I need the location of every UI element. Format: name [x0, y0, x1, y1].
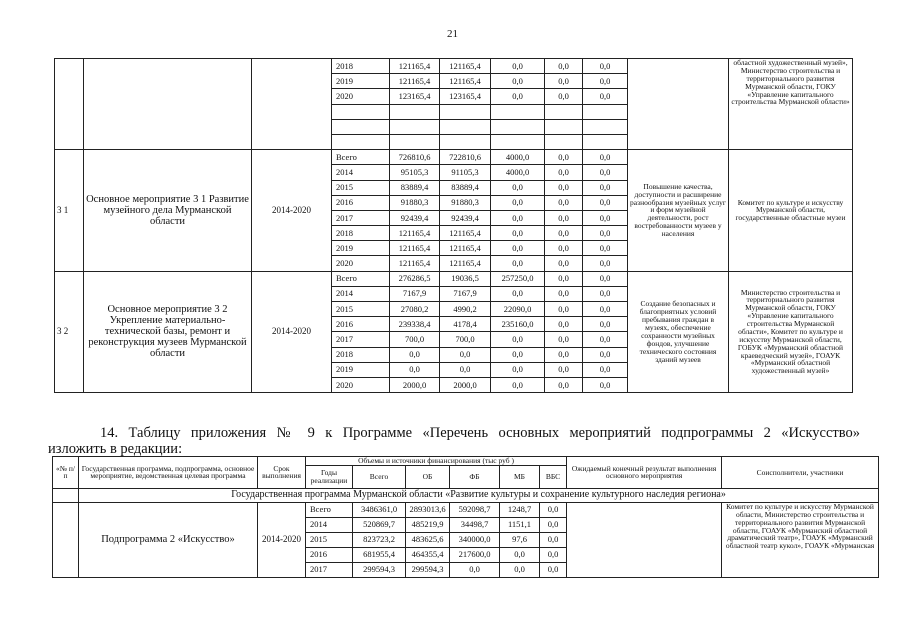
- cell-year: 2018: [332, 347, 390, 362]
- cell-year: 2020: [332, 256, 390, 271]
- empty-cell: [440, 104, 491, 119]
- header-program: Государственная программа, подпрограмма, основное мероприятие, ведомственная целевая программа: [79, 457, 258, 489]
- measures-table: [54, 58, 853, 393]
- cell-fb: 0,0: [491, 89, 545, 104]
- table-row: [55, 59, 853, 74]
- cell-year: 2019: [332, 362, 390, 377]
- cell-total: 239338,4: [390, 317, 440, 332]
- cell-year: Всего: [332, 150, 390, 165]
- cell-mb: 0,0: [545, 195, 583, 210]
- measure-name: [84, 59, 252, 150]
- cell-ob: 92439,4: [440, 210, 491, 225]
- header-mb: МБ: [500, 465, 540, 488]
- cell-mb: 1248,7: [500, 502, 540, 517]
- header-ob: ОБ: [406, 465, 450, 488]
- measure-name: Основное мероприятие 3 2 Укрепление материально-технической базы, ремонт и реконструкция музеев Мурманской области: [84, 271, 252, 393]
- empty-cell: [440, 134, 491, 149]
- cell-fb: 0,0: [491, 377, 545, 392]
- cell-vbs: 0,0: [583, 150, 628, 165]
- cell-year: Всего: [306, 502, 353, 517]
- cell-mb: 0,0: [545, 256, 583, 271]
- cell-vbs: 0,0: [583, 241, 628, 256]
- executors: областной художественный музей», Министерство строительства и территориального развития Мурманской области, ГОКУ «Управление капитального строительства Мурманской области»: [729, 59, 853, 150]
- cell-fb: 4000,0: [491, 165, 545, 180]
- cell-fb: 0,0: [491, 74, 545, 89]
- gp-row: [53, 488, 879, 502]
- cell-fb: 0,0: [491, 226, 545, 241]
- cell-vbs: 0,0: [583, 377, 628, 392]
- cell-ob: 121165,4: [440, 59, 491, 74]
- amendment-line-1: 14. Таблицу приложения № 9 к Программе «Перечень основных мероприятий подпрограммы 2 «Искусство»: [100, 425, 860, 441]
- cell-fb: 0,0: [491, 241, 545, 256]
- measure-period: [252, 59, 332, 150]
- cell-total: 7167,9: [390, 286, 440, 301]
- cell-fb: 0,0: [491, 362, 545, 377]
- empty-cell: [440, 119, 491, 134]
- cell-vbs: 0,0: [583, 362, 628, 377]
- subprogram-table: [52, 456, 879, 578]
- cell-total: 95105,3: [390, 165, 440, 180]
- row-number: 3 2: [55, 271, 84, 393]
- cell-year: 2016: [306, 547, 353, 562]
- expected-result: Создание безопасных и благоприятных условий пребывания граждан в музеях, обеспечение сохранности музейных фондов, улучшение технического состояния зданий музеев: [628, 271, 729, 393]
- cell-year: 2015: [332, 302, 390, 317]
- cell-fb: 217600,0: [450, 547, 500, 562]
- cell-ob: 299594,3: [406, 562, 450, 577]
- cell-vbs: 0,0: [583, 226, 628, 241]
- cell-total: 121165,4: [390, 74, 440, 89]
- header-funding: Объемы и источники финансирования (тыс руб ): [306, 457, 567, 466]
- cell-mb: 0,0: [545, 59, 583, 74]
- cell-mb: 0,0: [545, 241, 583, 256]
- cell-total: 121165,4: [390, 226, 440, 241]
- cell-year: 2015: [332, 180, 390, 195]
- cell-mb: 0,0: [545, 180, 583, 195]
- cell-year: 2018: [332, 59, 390, 74]
- cell-ob: 91105,3: [440, 165, 491, 180]
- cell-fb: 340000,0: [450, 532, 500, 547]
- cell-total: 91880,3: [390, 195, 440, 210]
- header-years: Годы реализации: [306, 465, 353, 488]
- cell-total: 121165,4: [390, 59, 440, 74]
- cell-total: 0,0: [390, 362, 440, 377]
- cell-vbs: 0,0: [583, 286, 628, 301]
- cell-fb: 0,0: [491, 347, 545, 362]
- cell-year: 2017: [332, 210, 390, 225]
- executors: Министерство строительства и территориального развития Мурманской области, ГОКУ «Управление капитального строительства Мурманской области», Комитет по культуре и искусству Мурманской области, ГОБУК «Мурманский областной краеведческий музей», ГОАУК «Мурманский областной художественный музей»: [729, 271, 853, 393]
- cell-year: 2019: [332, 74, 390, 89]
- cell-total: 681955,4: [353, 547, 406, 562]
- expected-result: Повышение качества, доступности и расширение разнообразия музейных услуг и форм музейной деятельности, рост востребованности музеев у населения: [628, 150, 729, 272]
- empty-cell: [332, 134, 390, 149]
- cell-mb: 0,0: [545, 347, 583, 362]
- cell-mb: 97,6: [500, 532, 540, 547]
- cell-fb: 22090,0: [491, 302, 545, 317]
- cell-ob: 4990,2: [440, 302, 491, 317]
- cell-ob: 121165,4: [440, 226, 491, 241]
- cell-vbs: 0,0: [583, 347, 628, 362]
- cell-vbs: 0,0: [583, 59, 628, 74]
- cell-fb: 0,0: [491, 286, 545, 301]
- cell-vbs: 0,0: [540, 532, 567, 547]
- cell-vbs: 0,0: [583, 195, 628, 210]
- cell-vbs: 0,0: [583, 89, 628, 104]
- cell-fb: 0,0: [450, 562, 500, 577]
- cell-ob: 121165,4: [440, 74, 491, 89]
- cell-vbs: 0,0: [540, 517, 567, 532]
- cell-mb: 0,0: [545, 210, 583, 225]
- header-period: Срок выполнения: [258, 457, 306, 489]
- page-number: 21: [447, 28, 458, 40]
- cell-vbs: 0,0: [583, 332, 628, 347]
- cell-ob: 464355,4: [406, 547, 450, 562]
- table-row: [55, 150, 853, 165]
- expected-result: [628, 59, 729, 150]
- empty-cell: [332, 119, 390, 134]
- header-row: [53, 457, 879, 466]
- cell-total: 726810,6: [390, 150, 440, 165]
- cell-fb: 0,0: [491, 59, 545, 74]
- cell-ob: 2000,0: [440, 377, 491, 392]
- gp-num-cell: [53, 488, 79, 502]
- cell-ob: 700,0: [440, 332, 491, 347]
- empty-cell: [583, 134, 628, 149]
- empty-cell: [583, 104, 628, 119]
- measure-name: Основное мероприятие 3 1 Развитие музейного дела Мурманской области: [84, 150, 252, 272]
- cell-mb: 0,0: [500, 562, 540, 577]
- cell-mb: 0,0: [500, 547, 540, 562]
- empty-cell: [332, 104, 390, 119]
- cell-fb: 235160,0: [491, 317, 545, 332]
- cell-year: 2014: [332, 286, 390, 301]
- table-row: [55, 271, 853, 286]
- cell-mb: 0,0: [545, 286, 583, 301]
- header-result: Ожидаемый конечный результат выполнения основного мероприятия: [567, 457, 722, 489]
- cell-ob: 0,0: [440, 347, 491, 362]
- cell-year: 2020: [332, 377, 390, 392]
- empty-cell: [583, 119, 628, 134]
- cell-mb: 0,0: [545, 302, 583, 317]
- subprogram-period: 2014-2020: [258, 502, 306, 577]
- cell-year: Всего: [332, 271, 390, 286]
- empty-cell: [545, 119, 583, 134]
- cell-year: 2015: [306, 532, 353, 547]
- gp-title: Государственная программа Мурманской области «Развитие культуры и сохранение культурного наследия региона»: [79, 488, 879, 502]
- cell-ob: 91880,3: [440, 195, 491, 210]
- cell-ob: 2893013,6: [406, 502, 450, 517]
- cell-total: 2000,0: [390, 377, 440, 392]
- cell-total: 276286,5: [390, 271, 440, 286]
- cell-ob: 123165,4: [440, 89, 491, 104]
- header-num: «№ п/п: [53, 457, 79, 489]
- cell-total: 823723,2: [353, 532, 406, 547]
- cell-ob: 0,0: [440, 362, 491, 377]
- cell-ob: 7167,9: [440, 286, 491, 301]
- cell-year: 2020: [332, 89, 390, 104]
- cell-year: 2016: [332, 317, 390, 332]
- executors: Комитет по культуре и искусству Мурманской области, государственные областные музеи: [729, 150, 853, 272]
- amendment-text: [48, 426, 860, 458]
- cell-vbs: 0,0: [583, 317, 628, 332]
- cell-fb: 0,0: [491, 256, 545, 271]
- empty-cell: [545, 134, 583, 149]
- table-row: [53, 502, 879, 517]
- empty-cell: [491, 104, 545, 119]
- empty-cell: [390, 134, 440, 149]
- cell-year: 2018: [332, 226, 390, 241]
- amendment-line-2: изложить в редакции:: [48, 440, 183, 457]
- cell-ob: 483625,6: [406, 532, 450, 547]
- executors: Комитет по культуре и искусству Мурманской области, Министерство строительства и территориального развития Мурманской области, ГОАУК «Мурманский областной драматический театр», ГОАУК «Мурманский областной театр кукол», ГОАУК «Мурманская: [722, 502, 879, 577]
- cell-year: 2014: [306, 517, 353, 532]
- cell-vbs: 0,0: [540, 547, 567, 562]
- row-number: [55, 59, 84, 150]
- empty-cell: [491, 119, 545, 134]
- cell-vbs: 0,0: [583, 271, 628, 286]
- cell-ob: 121165,4: [440, 256, 491, 271]
- measure-period: 2014-2020: [252, 271, 332, 393]
- cell-ob: 722810,6: [440, 150, 491, 165]
- cell-total: 123165,4: [390, 89, 440, 104]
- cell-total: 83889,4: [390, 180, 440, 195]
- cell-year: 2014: [332, 165, 390, 180]
- cell-fb: 592098,7: [450, 502, 500, 517]
- cell-mb: 0,0: [545, 226, 583, 241]
- empty-cell: [390, 119, 440, 134]
- cell-total: 121165,4: [390, 241, 440, 256]
- cell-year: 2019: [332, 241, 390, 256]
- cell-ob: 121165,4: [440, 241, 491, 256]
- empty-cell: [545, 104, 583, 119]
- header-fb: ФБ: [450, 465, 500, 488]
- header-executors: Соисполнители, участники: [722, 457, 879, 489]
- cell-total: 299594,3: [353, 562, 406, 577]
- cell-total: 27080,2: [390, 302, 440, 317]
- cell-vbs: 0,0: [583, 256, 628, 271]
- cell-fb: 0,0: [491, 195, 545, 210]
- cell-fb: 257250,0: [491, 271, 545, 286]
- cell-ob: 19036,5: [440, 271, 491, 286]
- empty-cell: [491, 134, 545, 149]
- cell-total: 520869,7: [353, 517, 406, 532]
- cell-total: 92439,4: [390, 210, 440, 225]
- row-number: 3 1: [55, 150, 84, 272]
- subprogram-name: Подпрограмма 2 «Искусство»: [79, 502, 258, 577]
- cell-mb: 0,0: [545, 332, 583, 347]
- cell-ob: 83889,4: [440, 180, 491, 195]
- cell-fb: 0,0: [491, 210, 545, 225]
- cell-ob: 485219,9: [406, 517, 450, 532]
- cell-vbs: 0,0: [540, 502, 567, 517]
- empty-cell: [390, 104, 440, 119]
- expected-result: [567, 502, 722, 577]
- header-total: Всего: [353, 465, 406, 488]
- cell-mb: 0,0: [545, 165, 583, 180]
- cell-mb: 0,0: [545, 74, 583, 89]
- cell-mb: 0,0: [545, 271, 583, 286]
- cell-vbs: 0,0: [583, 180, 628, 195]
- cell-total: 700,0: [390, 332, 440, 347]
- measure-period: 2014-2020: [252, 150, 332, 272]
- cell-year: 2017: [306, 562, 353, 577]
- cell-fb: 0,0: [491, 332, 545, 347]
- cell-total: 0,0: [390, 347, 440, 362]
- cell-fb: 0,0: [491, 180, 545, 195]
- cell-mb: 0,0: [545, 317, 583, 332]
- cell-mb: 1151,1: [500, 517, 540, 532]
- row-number: [53, 502, 79, 577]
- cell-vbs: 0,0: [583, 165, 628, 180]
- cell-vbs: 0,0: [583, 302, 628, 317]
- cell-mb: 0,0: [545, 377, 583, 392]
- cell-vbs: 0,0: [583, 210, 628, 225]
- cell-total: 3486361,0: [353, 502, 406, 517]
- cell-mb: 0,0: [545, 362, 583, 377]
- cell-year: 2017: [332, 332, 390, 347]
- cell-total: 121165,4: [390, 256, 440, 271]
- cell-mb: 0,0: [545, 89, 583, 104]
- cell-fb: 4000,0: [491, 150, 545, 165]
- header-vbs: ВБС: [540, 465, 567, 488]
- cell-ob: 4178,4: [440, 317, 491, 332]
- cell-fb: 34498,7: [450, 517, 500, 532]
- cell-vbs: 0,0: [540, 562, 567, 577]
- cell-year: 2016: [332, 195, 390, 210]
- cell-mb: 0,0: [545, 150, 583, 165]
- cell-vbs: 0,0: [583, 74, 628, 89]
